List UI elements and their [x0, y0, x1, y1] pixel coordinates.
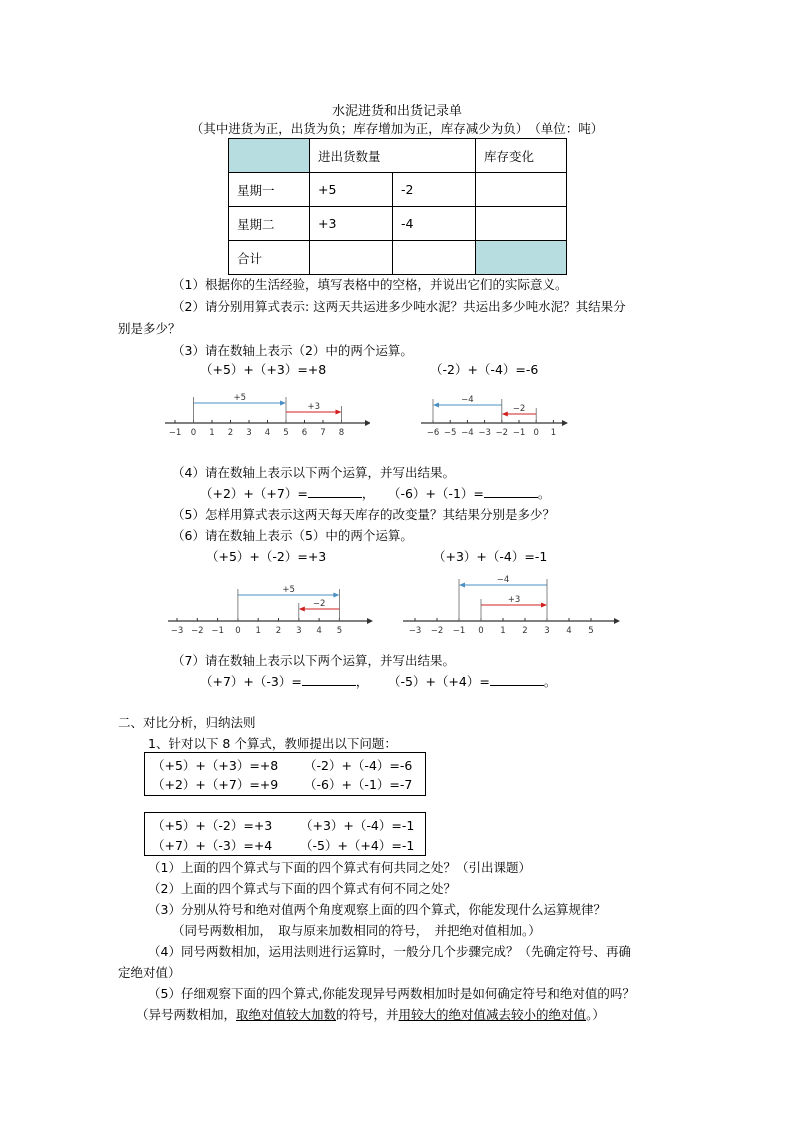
q4-expr-2-text: （-6）+（-1）=: [388, 486, 484, 501]
arrow-label: +5: [282, 585, 295, 595]
record-table: [228, 138, 567, 275]
box2-formula: （+7）+（-3）=+4: [152, 838, 273, 853]
answer-blank[interactable]: [308, 486, 362, 498]
tick-label: 4: [566, 626, 572, 636]
tick-label: 3: [544, 626, 550, 636]
tick-label: −2: [191, 626, 204, 636]
q7-expr-2-text: （-5）+（+4）=: [388, 674, 490, 689]
q7-expr-1-text: （+7）+（-3）=: [200, 674, 302, 689]
page-title: 水泥进货和出货记录单: [331, 104, 462, 119]
tick-label: 1: [209, 428, 215, 438]
equation-2: （-2）+（-4）=-6: [430, 362, 539, 377]
section-2-heading: 二、对比分析，归纳法则: [118, 715, 256, 730]
table-row: [229, 241, 567, 275]
header-qty: 进出货数量: [310, 139, 476, 173]
answer-blank[interactable]: [484, 486, 538, 498]
arrow-label: −2: [512, 404, 526, 414]
row-change: [476, 207, 567, 241]
tick-label: 5: [283, 428, 289, 438]
tick-label: −3: [170, 626, 184, 636]
box1-formula: （+2）+（+7）=+9: [152, 777, 279, 792]
q4-expression-1: （+2）+（+7）= ，: [200, 486, 375, 501]
header-change: 库存变化: [476, 139, 567, 173]
tick-label: 0: [533, 428, 539, 438]
arrow-label: −4: [461, 395, 474, 405]
arrow-head: [333, 593, 339, 598]
tick-label: 7: [320, 428, 326, 438]
tick-label: 3: [296, 626, 302, 636]
row-day: 星期二: [229, 207, 310, 241]
row-out: -2: [393, 173, 476, 207]
tick-label: 4: [264, 428, 271, 438]
table-row: [229, 173, 567, 207]
box1-formula: （-6）+（-1）=-7: [304, 777, 413, 792]
total-change-cell: [476, 241, 567, 275]
number-line-3: [165, 575, 375, 640]
tick-label: 1: [550, 428, 557, 438]
arrow-head: [299, 607, 305, 612]
prompt-5: （5）仔细观察下面的四个算式,你能发现异号两数相加时是如何确定符号和绝对值的吗？: [148, 986, 635, 1001]
arrow-head: [502, 412, 508, 417]
row-in: [310, 241, 393, 275]
row-out: [393, 241, 476, 275]
q7-expression-1: （+7）+（-3）= ，: [200, 674, 369, 689]
arrow-label: +5: [233, 393, 247, 403]
question-4: （4）请在数轴上表示以下两个运算，并写出结果。: [172, 465, 455, 480]
question-5: （5）怎样用算式表示这两天每天库存的改变量？其结果分别是多少？: [172, 507, 555, 522]
tick-label: 1: [255, 626, 261, 636]
tick-label: −3: [478, 428, 491, 438]
tick-label: 0: [235, 626, 241, 636]
section-2-intro: 1、针对以下 8 个算式，教师提出以下问题：: [148, 736, 397, 751]
question-2: （2）请分别用算式表示: 这两天共运进多少吨水泥？共运出多少吨水泥？其结果分: [172, 299, 626, 314]
tick-label: 0: [190, 428, 197, 438]
arrow-head: [336, 410, 342, 415]
tick-label: 2: [275, 626, 282, 636]
tick-label: 3: [246, 428, 252, 438]
prompt-1: （1）上面的四个算式与下面的四个算式有何共同之处？（引出课题）: [148, 860, 531, 875]
row-out: -4: [393, 207, 476, 241]
arrow-label: −2: [312, 599, 326, 609]
tick-label: 6: [301, 428, 308, 438]
tick-label: 5: [336, 626, 343, 636]
tick-label: −4: [461, 428, 474, 438]
tick-label: −1: [452, 626, 466, 636]
tick-label: −1: [168, 428, 182, 438]
prompt-5-answer: [136, 1005, 605, 1023]
q4-expression-2: （-6）+（-1）= 。: [388, 486, 551, 501]
p5-text: 的符号，并: [336, 1007, 399, 1022]
arrow-label: +3: [307, 402, 321, 412]
row-day: 星期一: [229, 173, 310, 207]
tick-label: −1: [211, 626, 224, 636]
q7-expression-2: （-5）+（+4）= 。: [388, 674, 557, 689]
tick-label: −5: [443, 428, 457, 438]
box1-formula: （+5）+（+3）=+8: [152, 758, 279, 773]
tick-label: 8: [338, 428, 345, 438]
p5-text: 。）: [586, 1007, 605, 1022]
number-line-1: [160, 385, 370, 445]
table-row: [229, 207, 567, 241]
tick-label: −1: [512, 428, 526, 438]
arrow-head: [541, 603, 547, 608]
p5-underlined: 用较大的绝对值减去较小的绝对值: [398, 1007, 587, 1022]
equation-4: （+3）+（-4）=-1: [433, 549, 548, 564]
p5-text: （异号两数相加，: [136, 1007, 237, 1022]
arrow-label: +3: [507, 595, 521, 605]
tick-label: −6: [426, 428, 440, 438]
arrow-head: [280, 401, 286, 406]
question-2-cont: 别是多少？: [118, 321, 181, 336]
tick-label: −2: [430, 626, 444, 636]
box2-formula: （+5）+（-2）=+3: [152, 818, 273, 833]
arrow-label: −4: [496, 575, 510, 585]
header-blank-cell: [229, 139, 310, 173]
answer-blank[interactable]: [302, 674, 356, 686]
q4-expr-1-text: （+2）+（+7）=: [200, 486, 308, 501]
row-change: [476, 173, 567, 207]
tick-label: −3: [408, 626, 422, 636]
prompt-3-answer: （同号两数相加， 取与原来加数相同的符号， 并把绝对值相加。）: [172, 923, 541, 938]
equation-1: （+5）+（+3）=+8: [200, 362, 327, 377]
answer-blank[interactable]: [490, 674, 544, 686]
question-3: （3）请在数轴上表示（2）中的两个运算。: [172, 343, 413, 358]
equation-3: （+5）+（-2）=+3: [206, 549, 327, 564]
box2-formula: （-5）+（+4）=-1: [300, 838, 415, 853]
box2-formula: （+3）+（-4）=-1: [300, 818, 415, 833]
prompt-2: （2）上面的四个算式与下面的四个算式有何不同之处？: [148, 881, 456, 896]
tick-label: 2: [522, 626, 528, 636]
prompt-3: （3）分别从符号和绝对值两个角度观察上面的四个算式，你能发现什么运算规律？: [148, 902, 606, 917]
arrow-head: [459, 583, 465, 588]
tick-label: 1: [500, 626, 506, 636]
page-subtitle: （其中进货为正，出货为负；库存增加为正，库存减少为负） （单位：吨）: [190, 121, 604, 136]
prompt-4-cont: 定绝对值）: [118, 965, 181, 980]
tick-label: −2: [495, 428, 509, 438]
row-in: +3: [310, 207, 393, 241]
tick-label: 5: [588, 626, 594, 636]
number-line-4: [400, 575, 622, 640]
box1-formula: （-2）+（-4）=-6: [304, 758, 413, 773]
tick-label: 2: [227, 428, 234, 438]
tick-label: 4: [316, 626, 322, 636]
row-in: +5: [310, 173, 393, 207]
question-7: （7）请在数轴上表示以下两个运算，并写出结果。: [172, 653, 455, 668]
p5-underlined: 取绝对值较大加数: [236, 1007, 337, 1022]
number-line-2: [418, 385, 568, 445]
question-1: （1）根据你的生活经验，填写表格中的空格，并说出它们的实际意义。: [172, 277, 568, 292]
row-day: 合计: [229, 241, 310, 275]
tick-label: 0: [478, 626, 484, 636]
arrow-head: [433, 403, 439, 408]
prompt-4: （4）同号两数相加，运用法则进行运算时，一般分几个步骤完成？（先确定符号、再确: [148, 944, 631, 959]
question-6: （6）请在数轴上表示（5）中的两个运算。: [172, 528, 413, 543]
